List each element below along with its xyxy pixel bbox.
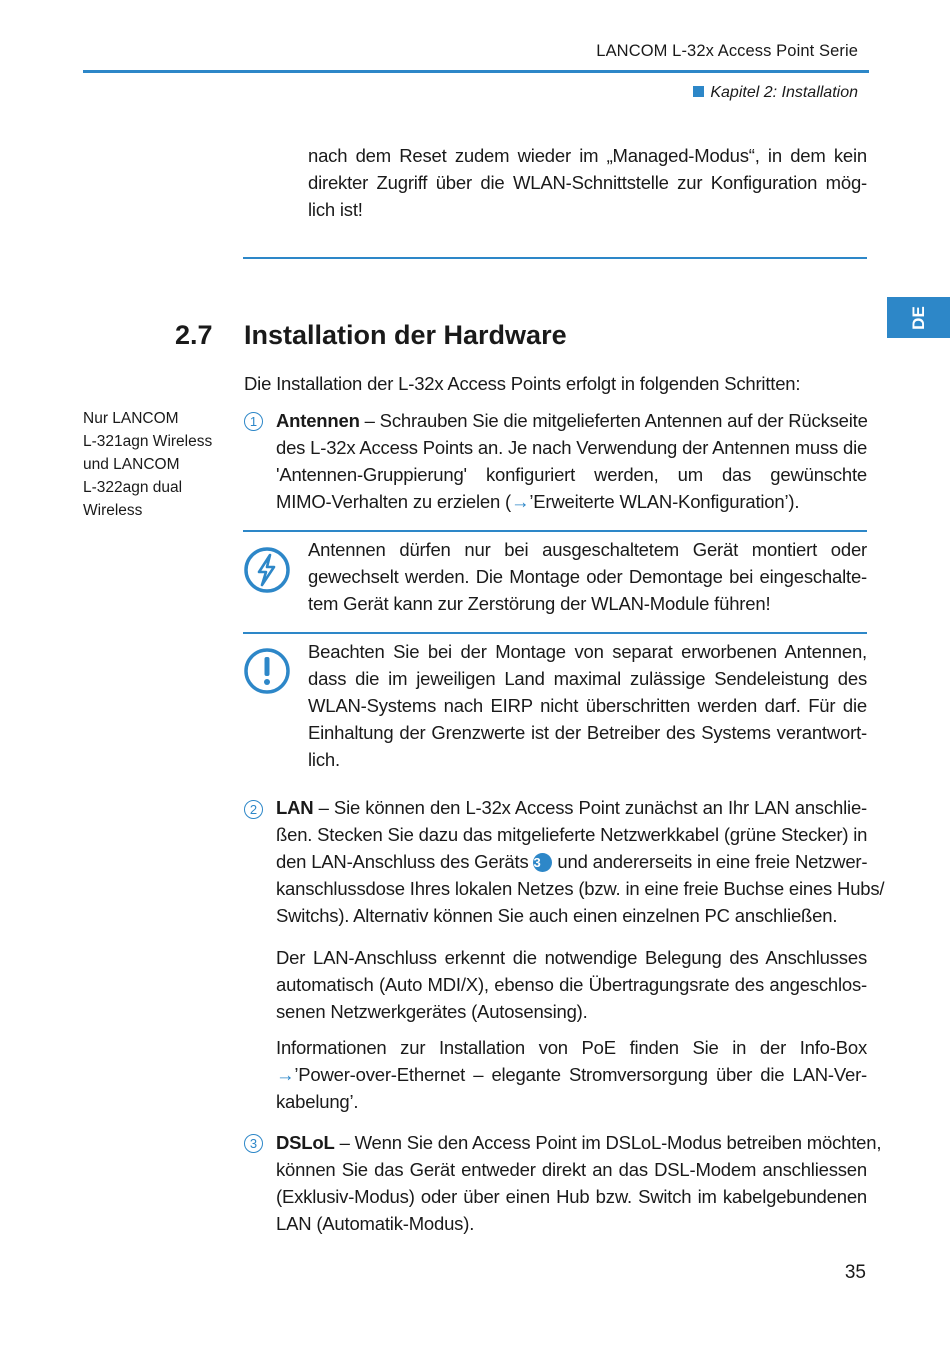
margin-note-line: Nur LANCOM [83, 410, 179, 427]
chapter-label: Kapitel 2: Installation [710, 84, 858, 101]
cross-reference-arrow-icon: → [276, 1064, 295, 1085]
cross-reference-link[interactable]: ’Erweiterte WLAN-Konfiguration’). [529, 491, 800, 512]
step-line-text: und andererseits in eine freie Netzwer- [557, 851, 868, 872]
step-line [276, 1129, 882, 1156]
step-1-text [276, 407, 867, 515]
cross-reference-arrow-icon: → [511, 491, 530, 512]
step-line: (Exklusiv-Modus) oder über einen Hub bzw. Switch im kabelgebundenen [276, 1186, 867, 1207]
step-line [276, 794, 867, 821]
step-number-3: 3 [244, 1134, 263, 1153]
intro-line: lich ist! [308, 199, 363, 220]
note-line: WLAN-Systems nach EIRP nicht überschritten werden darf. Für die [308, 695, 867, 716]
step-line: kabelung’. [276, 1091, 359, 1112]
margin-note-line: L-322agn dual [83, 479, 183, 496]
step-number-2: 2 [244, 800, 263, 819]
step-3-text [276, 1129, 882, 1237]
step-line-text: MIMO-Verhalten zu erzielen ( [276, 491, 511, 512]
step-number-1: 1 [244, 412, 263, 431]
step-line: LAN (Automatik-Modus). [276, 1213, 475, 1234]
section-title: Installation der Hardware [244, 320, 567, 350]
step-line: senen Netzwerkgerätes (Autosensing). [276, 1001, 588, 1022]
note-rule [243, 530, 867, 532]
step-line [276, 848, 867, 875]
step-line-text: – Schrauben Sie die mitgelieferten Antennen auf der Rückseite [364, 410, 868, 431]
step-line: ßen. Stecken Sie dazu das mitgelieferte Netzwerkkabel (grüne Stecker) in [276, 824, 868, 845]
step-line: Switchs). Alternativ können Sie auch einen einzelnen PC anschließen. [276, 905, 838, 926]
step-line: Informationen zur Installation von PoE finden Sie in der Info-Box [276, 1037, 867, 1058]
section-number: 2.7 [175, 320, 213, 350]
cross-reference-link[interactable]: ’Power-over-Ethernet – elegante Stromversorgung über die LAN-Ver- [294, 1064, 867, 1085]
step-line [276, 488, 867, 515]
step-line-text: den LAN-Anschluss des Geräts [276, 851, 529, 872]
note-2-text [308, 638, 867, 773]
step-term: DSLoL [276, 1132, 335, 1153]
step-line-text: – Sie können den L-32x Access Point zunächst an Ihr LAN anschlie- [318, 797, 867, 818]
step-line: kanschlussdose Ihres lokalen Netzes (bzw. in eine freie Buchse eines Hubs/ [276, 878, 885, 899]
step-2-paragraph-2 [276, 944, 867, 1025]
step-line: können Sie das Gerät entweder direkt an das DSL-Modem anschliessen [276, 1159, 867, 1180]
language-tab-label: DE [908, 305, 928, 330]
section-lead: Die Installation der L-32x Access Points erfolgt in folgenden Schritten: [244, 373, 801, 394]
lightning-warning-icon [244, 547, 290, 593]
step-line: Der LAN-Anschluss erkennt die notwendige Belegung des Anschlusses [276, 947, 867, 968]
margin-note [83, 407, 212, 522]
step-line: 'Antennen-Gruppierung' konfiguriert werden, um das gewünschte [276, 464, 867, 485]
note-1-text [308, 536, 867, 617]
step-line-text: – Wenn Sie den Access Point im DSLoL-Modus betreiben möchten, [339, 1132, 882, 1153]
note-line: gewechselt werden. Die Montage oder Demontage bei eingeschalte- [308, 566, 867, 587]
margin-note-line: und LANCOM [83, 456, 180, 473]
intro-paragraph [308, 142, 867, 223]
header-rule [83, 70, 869, 73]
language-tab [887, 297, 950, 338]
exclamation-icon [244, 648, 290, 694]
device-port-badge: 3 [533, 853, 552, 872]
step-2-paragraph-3 [276, 1034, 867, 1115]
margin-note-line: L-321agn Wireless [83, 433, 213, 450]
chapter-square-icon [693, 86, 704, 97]
step-2-text [276, 794, 885, 929]
note-line: lich. [308, 749, 340, 770]
step-line: automatisch (Auto MDI/X), ebenso die Übertragungsrate des angeschlos- [276, 974, 867, 995]
intro-line: direkter Zugriff über die WLAN-Schnittstelle zur Konfiguration mög- [308, 172, 867, 193]
note-line: tem Gerät kann zur Zerstörung der WLAN-Module führen! [308, 593, 771, 614]
note-line: Beachten Sie bei der Montage von separat erworbenen Antennen, [308, 641, 867, 662]
note-line: dass die im jeweiligen Land maximal zulässige Sendeleistung des [308, 668, 867, 689]
note-line: Antennen dürfen nur bei ausgeschaltetem Gerät montiert oder [308, 539, 867, 560]
step-term: LAN [276, 797, 314, 818]
step-term: Antennen [276, 410, 360, 431]
section-rule [243, 257, 867, 259]
note-rule [243, 632, 867, 634]
margin-note-line: Wireless [83, 502, 143, 519]
page-number: 35 [844, 1262, 866, 1283]
running-header-chapter [693, 84, 858, 102]
running-header-title: LANCOM L-32x Access Point Serie [596, 42, 858, 60]
intro-line: nach dem Reset zudem wieder im „Managed-Modus“, in dem kein [308, 145, 867, 166]
step-line [276, 407, 867, 434]
step-line [276, 1061, 867, 1088]
note-line: Einhaltung der Grenzwerte ist der Betreiber des Systems verantwort- [308, 722, 867, 743]
step-line: des L-32x Access Points an. Je nach Verwendung der Antennen muss die [276, 437, 868, 458]
